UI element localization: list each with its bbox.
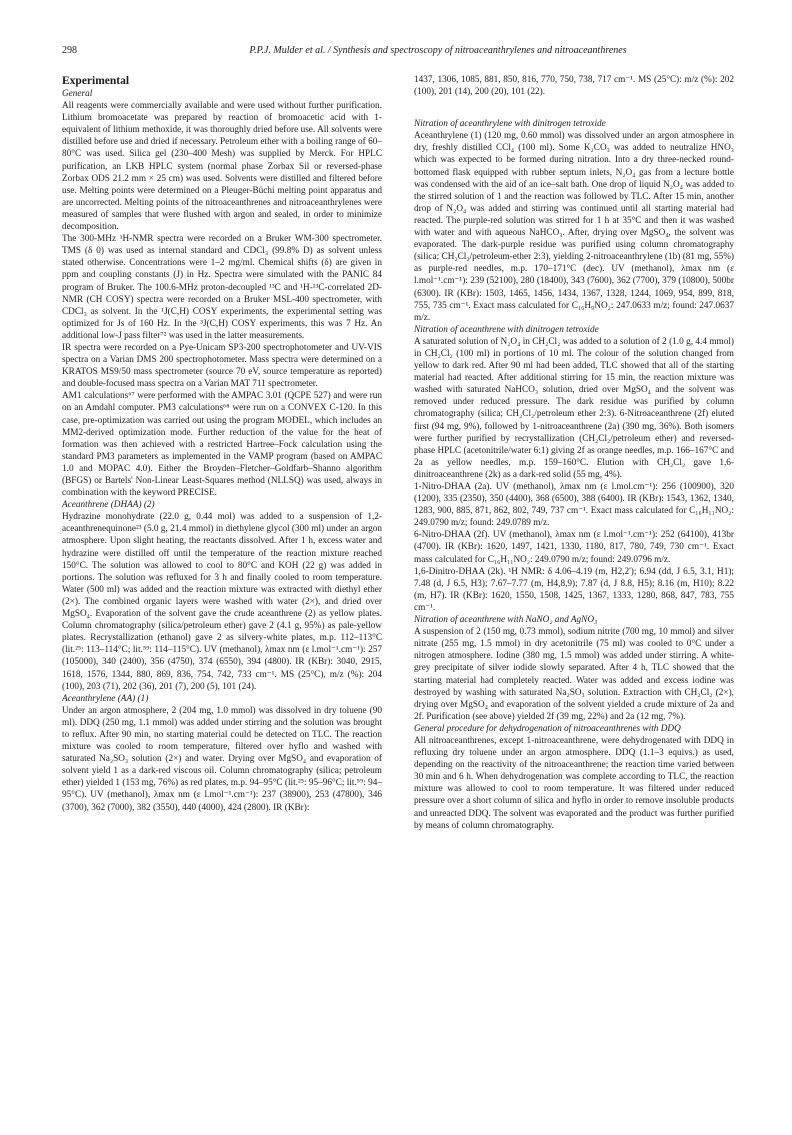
subheading-dehydrogenation-ddq: General procedure for dehydrogenation of nitroaceanthrenes with DDQ xyxy=(414,723,681,734)
subheading-nitration-aceanthrene-n2o4: Nitration of aceanthrene with dinitrogen tetroxide xyxy=(414,324,599,335)
paragraph-nitration-nano2-agno3: A suspension of 2 (150 mg, 0.73 mmol), sodium nitrite (700 mg, 10 mmol) and silver nitrate (255 mg, 1.5 mmol) in dry acetonitrile (75 ml) was cooled to 0°C under a nitrogen atmosphere. Iodine (380 mg, 1.5 mmol) was added under stirring. A white-grey precipitate of silver iodide slowly separated. After 4 h, TLC showed that the starting material had completely reacted. Water was added and excess iodine was destroyed by washing with saturated Na₂SO₃ solution. Extraction with CH₂Cl₂ (2×), drying over MgSO₄ and evaporation of the solvent yielded a crude mixture of 2a and 2f. Purification (see above) yielded 2f (39 mg, 22%) and 2a (12 mg, 7%). xyxy=(414,627,734,722)
running-title: P.P.J. Mulder et al. / Synthesis and spectroscopy of nitroaceanthrylenes and nitroaceanthrenes xyxy=(249,45,627,56)
section-title-experimental: Experimental xyxy=(62,75,130,87)
paragraph-1-nitro-dhaa: 1-Nitro-DHAA (2a). UV (methanol), λmax nm (ε l.mol.cm⁻¹): 256 (100900), 320 (1200), 335 (2350), 350 (4400), 368 (6500), 388 (6400). IR (KBr): 1543, 1362, 1340, 1283, 900, 885, 871, 862, 802, 749, 737 cm⁻¹. Exact mass calculated for C₁₆H₁₁NO₂: 249.0790 m/z; found: 249.0789 m/z. xyxy=(414,482,734,529)
subheading-aceanthrene: Aceanthrene (DHAA) (2) xyxy=(62,500,155,511)
paragraph-general-reagents: All reagents were commercially available and were used without further purification. Lithium bromoacetate was prepared by reaction of bromoacetic acid with 1-equivalent of lithium methoxide, it was thoroughly dried before use. All solvents were distilled before use and dried if necessary. Petroleum ether with a boiling range of 60–80°C was used. Silica gel (230–400 Mesh) was supplied by Merck. For HPLC purification, an LKB HPLC system (normal phase Zorbax Sil or reversed-phase Zorbax ODS 21.2 mm × 25 cm) was used. Solvents were distilled and filtered before use. Melting points were determined on a Pleuger-Büchi melting point apparatus and are uncorrected. Melting points of the nitroaceanthrenes and nitroaceanthrylenes were measured of samples that were flushed with argon and sealed, in order to minimize decomposition. xyxy=(62,101,382,233)
paragraph-general-nmr: The 300-MHz ¹H-NMR spectra were recorded on a Bruker WM-300 spectrometer. TMS (δ 0) was used as internal standard and CDCl₃ (99.8% D) as solvent unless stated otherwise. Concentrations were 1–2 mg/ml. Chemical shifts (δ) are given in ppm and coupling constants (J) in Hz. Spectra were simulated with the PANIC 84 program of Bruker. The 100.6-MHz proton-decoupled ¹³C and ¹H-¹³C-correlated 2D-NMR (CH COSY) spectra were recorded on a Bruker MSL-400 spectrometer, with CDCl₃ as solvent. In the ¹J(C,H) COSY experiments, the experimental setting was optimized for Js of 160 Hz. In the ³J(C,H) COSY experiments, this was 7 Hz. An additional low-J pass filter⁷² was used in the latter measurements. xyxy=(62,234,382,341)
subheading-nitration-aceanthrylene-n2o4: Nitration of aceanthrylene with dinitrogen tetroxide xyxy=(414,119,606,130)
subheading-general: General xyxy=(62,89,93,99)
paragraph-general-ir-ms: IR spectra were recorded on a Pye-Unicam SP3-200 spectrophotometer and UV-VIS spectra on a Varian DMS 200 spectrophotometer. Mass spectra were determined on a KRATOS MS9/50 mass spectrometer (source 70 eV, source temperature as reported) and double-focused mass spectra on a Varian MAT 711 spectrometer. xyxy=(62,342,382,390)
paragraph-aceanthrene: Hydrazine monohydrate (22.0 g, 0.44 mol) was added to a suspension of 1,2-aceanthrenequinone²³ (5.0 g, 21.4 mmol) in diethylene glycol (300 ml) under an argon atmosphere. Upon slight heating, the reactants dissolved. After 1 h, excess water and hydrazine were distilled off until the temperature of the reaction mixture reached 150°C. The solution was allowed to cool to 80°C and KOH (22 g) was added in portions. The solution was refluxed for 3 h and finally cooled to room temperature. Water (500 ml) was added and the reaction mixture was extracted with diethyl ether (2×). The combined organic layers were washed with water (2×), and dried over MgSO₄. Evaporation of the solvent gave the crude aceanthrene (2) as yellow plates. Column chromatography (silica/petroleum ether) gave 2 (4.1 g, 95%) as pale-yellow plates. Recrystallization (ethanol) gave 2 as silvery-white plates, m.p. 112–113°C (lit.²⁵: 113–114°C; lit.⁵⁹: 114–115°C). UV (methanol), λmax nm (ε l.mol⁻¹.cm⁻¹): 257 (105000), 340 (2400), 356 (4750), 374 (6550), 394 (4800). IR (KBr): 3040, 2915, 1618, 1576, 1344, 880, 869, 836, 754, 742, 733 cm⁻¹. MS (25°C), m/z (%): 204 (100), 203 (71), 202 (36), 201 (7), 200 (5), 101 (24). xyxy=(62,512,382,692)
paragraph-nitration-aceanthrene-n2o4: A saturated solution of N₂O₄ in CH₂Cl₂ was added to a solution of 2 (1.0 g, 4.4 mmol) in CH₂Cl₂ (100 ml) in portions of 10 ml. The colour of the solution changed from yellow to dark red. After 90 ml had been added, TLC showed that all of the starting material had reacted. After additional stirring for 15 min, the reaction mixture was washed with saturated NaHCO₃ solution, dried over MgSO₄ and the solvent was removed under reduced pressure. The dark residue was purified by column chromatography (silica; CH₂Cl₂/petroleum ether 2:3). 6-Nitroaceanthrene (2f) eluted first (94 mg, 9%), followed by 1-nitroaceanthrene (2a) (390 mg, 36%). Both isomers were further purified by recrystallization (CH₂Cl₂/petroleum ether) and reversed-phase HPLC (acetonitrile/water 6:1) giving 2f as orange needles, m.p. 166–167°C and 2a as yellow needles, m.p. 159–160°C. Elution with CH₂Cl₂ gave 1,6-dinitroaceanthrene (2k) as a dark-red solid (55 mg, 4%). xyxy=(414,336,734,480)
paragraph-aceanthrylene: Under an argon atmosphere, 2 (204 mg, 1.0 mmol) was dissolved in dry toluene (90 ml). DDQ (250 mg, 1.1 mmol) was added under stirring and the solution was brought to reflux. After 90 min, no starting material could be detected on TLC. The reaction mixture was cooled to room temperature, filtered over hyflo and washed with saturated Na₂SO₃ solution (2×) and water. Drying over MgSO₄ and evaporation of solvent yield 1 as a dark-red viscous oil. Column chromatography (silica; petroleum ether) yielded 1 (153 mg, 76%) as red plates, m.p. 94–95°C (lit.²⁵: 95–96°C; lit.⁵⁹: 94–95°C). UV (methanol), λmax nm (ε l.mol⁻¹.cm⁻¹): 237 (38900), 253 (47800), 346 (3700), 362 (7000), 382 (3550), 440 (4000), 424 (2800). IR (KBr): xyxy=(62,705,382,813)
subheading-nitration-nano2-agno3: Nitration of aceanthrene with NaNO₂ and AgNO₃ xyxy=(414,615,598,626)
paragraph-dinitro-dhaa: 1,6-Dinitro-DHAA (2k). ¹H NMR: δ 4.06–4.19 (m, H2,2'); 6.94 (dd, J 6.5, 3.1, H1); 7.48 (d, J 6.5, H3); 7.67–7.77 (m, H4,8,9); 7.87 (d, J 8.8, H5); 8.16 (m, H10); 8.22 (m, H7). IR (KBr): 1620, 1550, 1508, 1425, 1367, 1333, 1280, 868, 847, 783, 755 cm⁻¹. xyxy=(414,566,734,613)
left-column xyxy=(62,74,382,1124)
paragraph-nitration-aceanthrylene-n2o4: Aceanthrylene (1) (120 mg, 0.60 mmol) was dissolved under an argon atmosphere in dry, freshly distilled CCl₄ (100 ml). Some K₂CO₃ was added to neutralize HNO₃ which was expected to be formed during nitration. Into a dry three-necked round-bottomed flask equipped with rubber septum inlets, N₂O₄ gas from a lecture bottle was condensed with the aid of an ice–salt bath. One drop of liquid N₂O₄ was added to the stirred solution of 1 and the reaction was followed by TLC. After 15 min, another drop of N₂O₄ was added and stirring was continued until all starting material had reacted. The purple-red solution was stirred for 1 h at 35°C and then it was washed with water and with aqueous NaHCO₃. After, drying over MgSO₄, the solvent was evaporated. The dark-purple residue was purified using column chromatography (silica; CH₂Cl₂/petroleum-ether 2:3), yielding 2-nitroaceanthrylene (1b) (81 mg, 55%) as purple-red needles, m.p. 170–171°C (dec). UV (methanol), λmax nm (ε l.mol⁻¹.cm⁻¹): 239 (52100), 280 (18400), 343 (7600), 362 (7700), 379 (10800), 500br (6300). IR (KBr): 1503, 1465, 1456, 1434, 1367, 1328, 1244, 1069, 954, 899, 818, 755, 735 cm⁻¹. Exact mass calculated for C₁₆H₉NO₂: 247.0633 m/z; found: 247.0637 m/z. xyxy=(414,131,734,323)
paragraph-aceanthrylene-continued: 1437, 1306, 1085, 881, 850, 816, 770, 750, 738, 717 cm⁻¹. MS (25°C): m/z (%): 202 (100), 201 (14), 200 (20), 101 (22). xyxy=(414,75,734,98)
paragraph-6-nitro-dhaa: 6-Nitro-DHAA (2f). UV (methanol), λmax nm (ε l.mol⁻¹.cm⁻¹): 252 (64100), 413br (4700). IR (KBr): 1620, 1497, 1421, 1330, 1180, 817, 780, 749, 730 cm⁻¹. Exact mass calculated for C₁₆H₁₁NO₂: 249.0790 m/z; found: 249.0796 m/z. xyxy=(414,530,734,565)
right-column xyxy=(414,74,734,1124)
subheading-aceanthrylene: Aceanthrylene (AA) (1) xyxy=(62,693,149,704)
paragraph-general-calculations: AM1 calculations⁶⁷ were performed with the AMPAC 3.01 (QCPE 527) and were run on an Amdahl computer. PM3 calculations⁶⁸ were run on a CONVEX C-120. In this case, pre-optimization was carried out using the program MODEL, which includes an MM2-derived optimization mode. Further reduction of the value for the heat of formation was then achieved with a restricted Hartree–Fock calculation using the standard PM3 parameters as implemented in the VAMP program (based on AMPAC 1.0 and MOPAC 4.0). Either the Broyden–Fletcher–Goldfarb–Shanno algorithm (BFGS) or Bartels' Non-Linear Least-Squares method (NLLSQ) was used, always in combination with the keyword PRECISE. xyxy=(62,391,382,499)
paragraph-dehydrogenation-ddq: All nitroaceanthrenes, except 1-nitroaceanthrene, were dehydrogenated with DDQ in refluxing dry toluene under an argon atmosphere. DDQ (1.1–3 equivs.) as used, depending on the reactivity of the nitroaceanthrene; the reaction time varied between 30 min and 6 h. When dehydrogenation was complete according to TLC, the reaction mixture was allowed to cool to room temperature. It was filtered under reduced pressure over a short column of silica and hyflo in order to remove insoluble products and unreacted DDQ. The solvent was evaporated and the product was further purified by means of column chromatography. xyxy=(414,735,734,831)
page-number: 298 xyxy=(62,45,77,56)
